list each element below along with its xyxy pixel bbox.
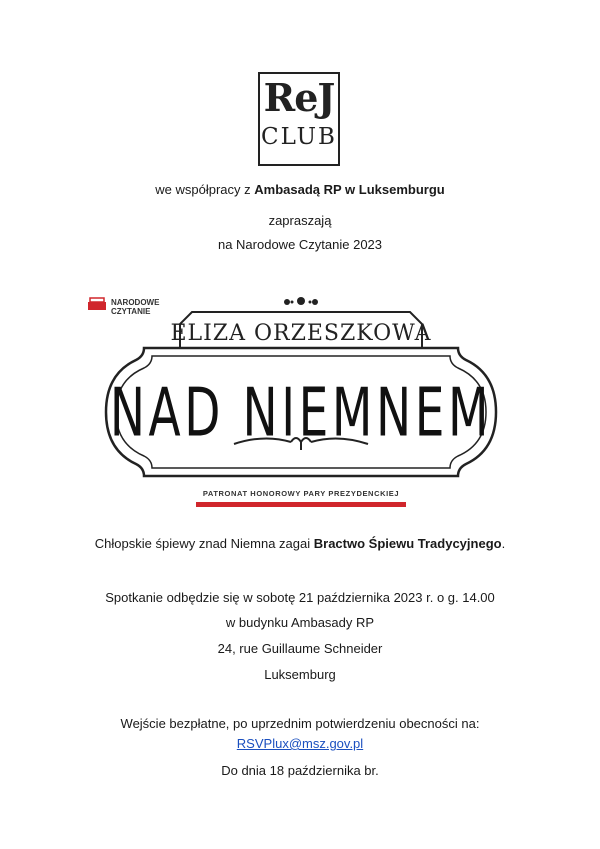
singing-prefix: Chłopskie śpiewy znad Niemna zagai bbox=[94, 536, 314, 551]
rsvp-email-link[interactable]: RSVPlux@msz.gov.pl bbox=[236, 736, 364, 751]
brotherhood-name: Bractwo Śpiewu Tradycyjnego bbox=[313, 536, 502, 551]
singing-suffix: . bbox=[501, 536, 506, 551]
patronage-text: PATRONAT HONOROWY PARY PREZYDENCKIEJ bbox=[202, 489, 400, 498]
logo-rej-text: ReJ bbox=[263, 75, 335, 120]
meeting-date-line: Spotkanie odbędzie się w sobotę 21 października 2023 r. o g. 14.00 bbox=[105, 590, 495, 605]
email-line bbox=[0, 736, 600, 752]
event-line: na Narodowe Czytanie 2023 bbox=[217, 237, 383, 252]
patronage-red-bar bbox=[196, 502, 406, 507]
invite-line: zapraszają bbox=[268, 213, 332, 228]
badge-text-2: CZYTANIE bbox=[111, 307, 151, 316]
embassy-name: Ambasadą RP w Luksemburgu bbox=[254, 182, 445, 197]
cooperation-prefix: we współpracy z bbox=[155, 182, 255, 197]
nad-niemnem-banner bbox=[84, 286, 518, 518]
narodowe-czytanie-badge-icon bbox=[88, 298, 106, 312]
singing-line bbox=[0, 536, 600, 552]
meeting-place-line: w budynku Ambasady RP bbox=[225, 615, 375, 630]
rej-club-logo bbox=[258, 72, 340, 166]
cooperation-line bbox=[0, 182, 600, 198]
entry-line: Wejście bezpłatne, po uprzednim potwierdzeniu obecności na: bbox=[120, 716, 480, 731]
meeting-city-line: Luksemburg bbox=[264, 667, 336, 682]
author-text: ELIZA ORZESZKOWA bbox=[170, 321, 432, 346]
title-text: NAD NIEMNEM bbox=[109, 374, 493, 453]
meeting-street-line: 24, rue Guillaume Schneider bbox=[217, 641, 383, 656]
badge-text-1: NARODOWE bbox=[111, 298, 160, 307]
logo-club-text: CLUB bbox=[261, 124, 337, 150]
flower-ornament-icon bbox=[284, 297, 318, 305]
deadline-line: Do dnia 18 października br. bbox=[221, 763, 379, 778]
